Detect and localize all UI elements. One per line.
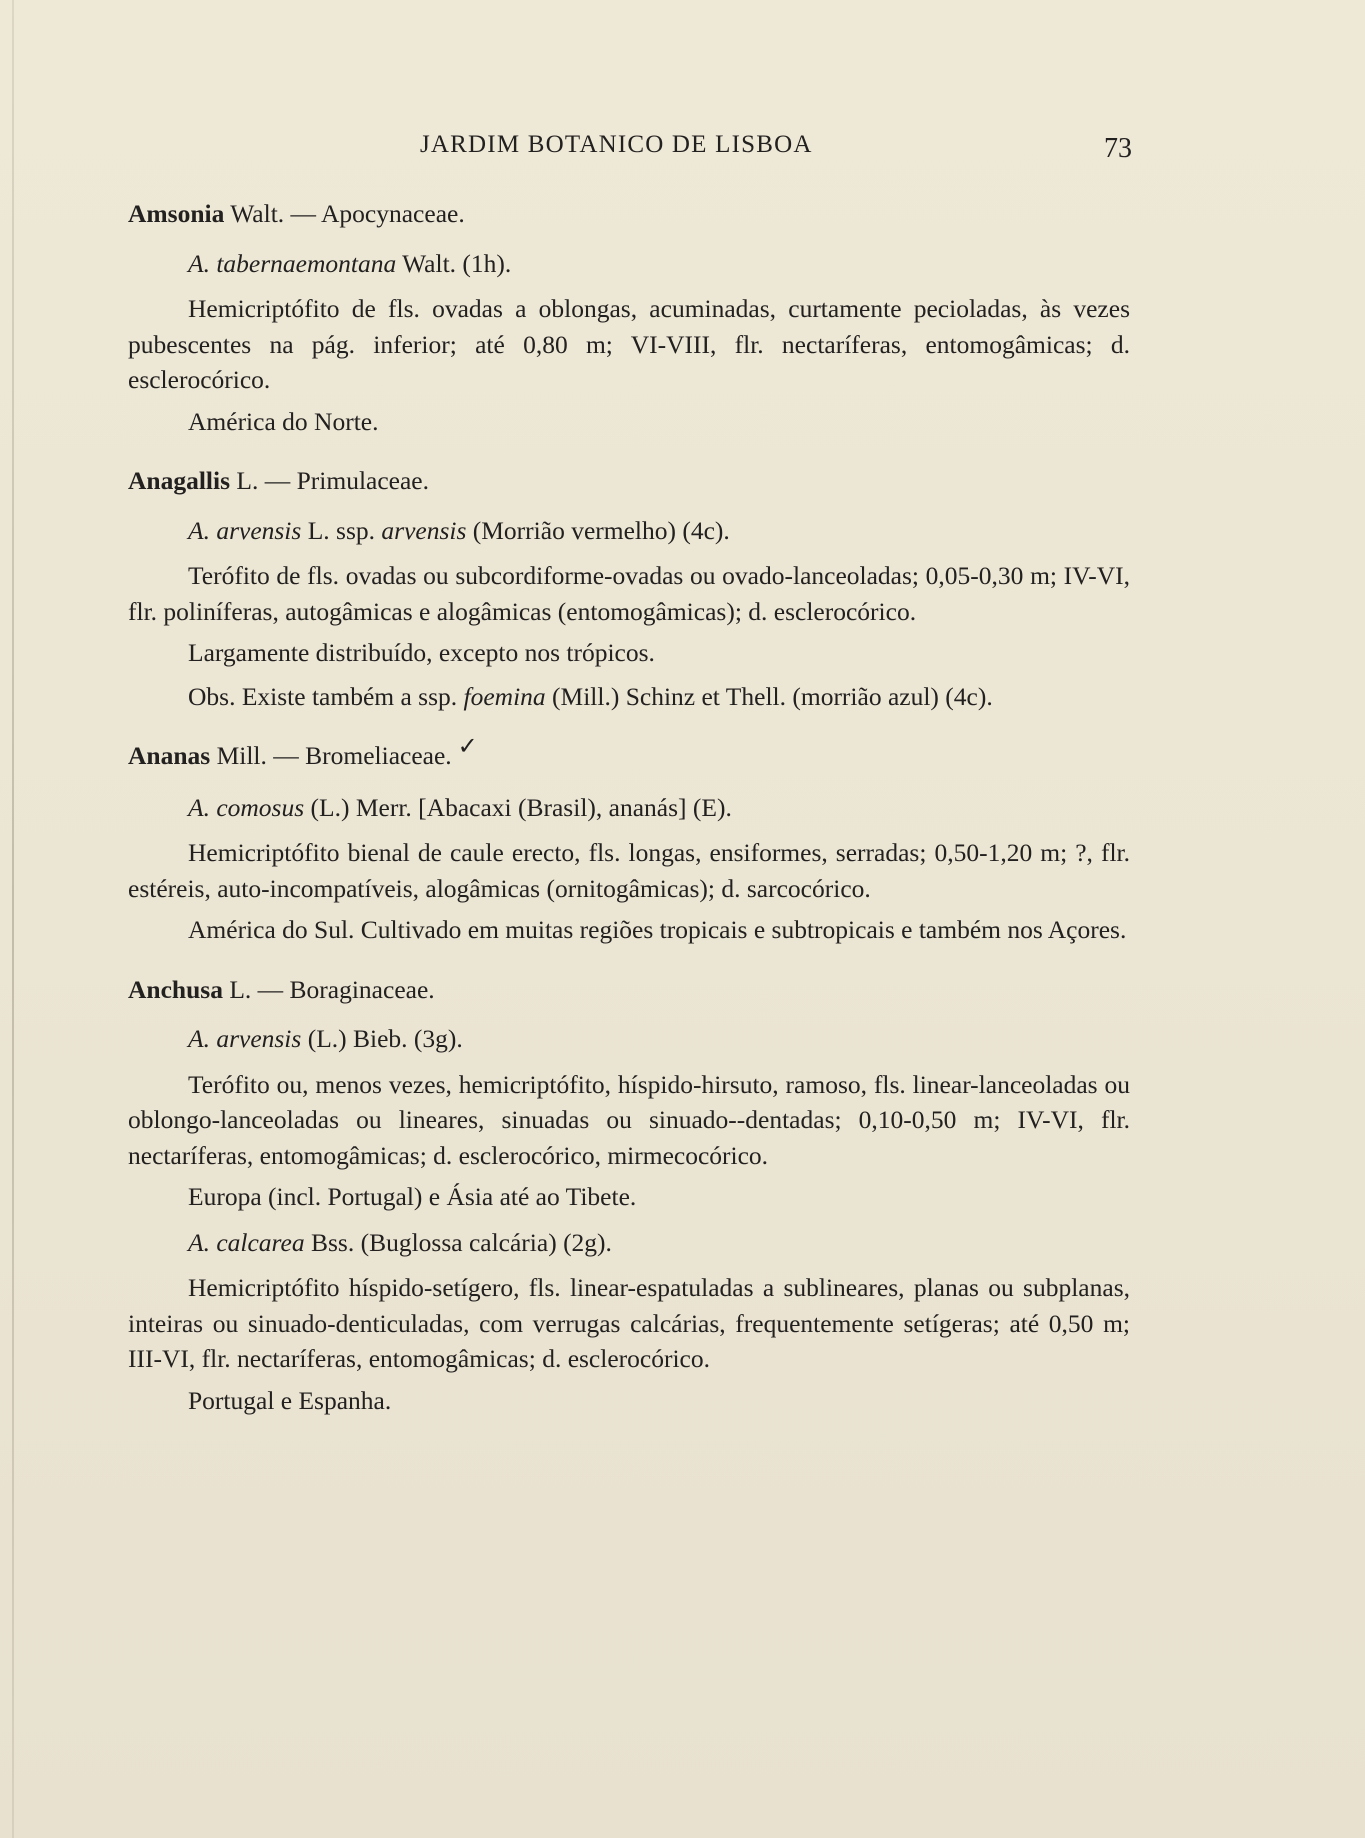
entry-amsonia bbox=[128, 196, 1130, 439]
species-distribution: Portugal e Espanha. bbox=[188, 1385, 392, 1415]
obs-subspecies-name: foemina bbox=[463, 681, 546, 711]
subspecies-name: arvensis bbox=[381, 515, 467, 545]
species-authority: (L.) Merr. [Abacaxi (Brasil), ananás] (E). bbox=[304, 792, 732, 822]
page-content bbox=[128, 196, 1130, 1442]
obs-authority: (Mill.) Schinz et Thell. (morrião azul) (4c). bbox=[545, 681, 993, 711]
entry-anchusa bbox=[128, 972, 1130, 1419]
species-distribution: Europa (incl. Portugal) e Ásia até ao Tibete. bbox=[188, 1182, 637, 1211]
species-description: Hemicriptófito de fls. ovadas a oblongas, acuminadas, curtamente pecioladas, às vezes pubescentes na pág. inferior; até 0,80 m; VI-VIII, flr. nectaríferas, entomogâmicas; d. esclerocórico. bbox=[128, 294, 1130, 394]
page-number: 73 bbox=[1104, 133, 1132, 164]
entry-ananas bbox=[128, 734, 1130, 948]
spacer bbox=[128, 1215, 1130, 1225]
species-common-name: (Morrião vermelho) (4c). bbox=[466, 515, 730, 545]
genus-heading bbox=[128, 196, 1130, 232]
species-description: Hemicriptófito bienal de caule erecto, fls. longas, ensiformes, serradas; 0,50-1,20 m; ?, flr. estéreis, auto-incompatíveis, alogâmicas (ornitogâmicas); d. sarcocórico. bbox=[128, 838, 1130, 903]
species-name: A. tabernaemontana bbox=[188, 248, 397, 278]
species-name: A. arvensis bbox=[188, 515, 302, 545]
species-authority: (L.) Bieb. (3g). bbox=[301, 1024, 463, 1053]
running-title: JARDIM BOTANICO DE LISBOA bbox=[420, 131, 813, 158]
species-heading bbox=[188, 1225, 1130, 1261]
species-description: Hemicriptófito híspido-setígero, fls. linear-espatuladas a sublineares, planas ou subplanas, inteiras ou sinuado-denticuladas, com verrugas calcárias, frequentemente setígeras; até 0,50 m; III-VI, flr. nectaríferas, entomogâmicas; d. esclerocórico. bbox=[128, 1273, 1130, 1373]
genus-name: Ananas bbox=[128, 741, 211, 770]
genus-heading bbox=[128, 734, 1130, 776]
handwritten-check-mark: ✓ bbox=[457, 734, 478, 760]
entry-anagallis bbox=[128, 463, 1130, 714]
genus-name: Anagallis bbox=[128, 466, 231, 495]
species-name: A. arvensis bbox=[188, 1024, 302, 1053]
genus-authority: Mill. — Bromeliaceae. bbox=[210, 741, 452, 770]
species-description: Terófito ou, menos vezes, hemicriptófito, híspido-hirsuto, ramoso, fls. linear-lanceoladas ou oblongo-lanceoladas ou lineares, sinuadas ou sinuado--dentadas; 0,10-0,50 m; IV-VI, flr. nectaríferas, entomogâmicas; d. esclerocórico, mirmecocórico. bbox=[128, 1069, 1130, 1170]
genus-authority: L. — Boraginaceae. bbox=[222, 974, 435, 1004]
species-heading bbox=[188, 513, 1130, 549]
species-heading bbox=[188, 790, 1130, 826]
page-header bbox=[0, 127, 1365, 167]
genus-authority: L. — Primulaceae. bbox=[230, 466, 430, 495]
page-edge-shadow bbox=[12, 0, 14, 1838]
obs-text: Obs. Existe também a ssp. bbox=[188, 681, 464, 711]
genus-name: Amsonia bbox=[128, 199, 225, 228]
species-distribution: América do Sul. Cultivado em muitas regiões tropicais e subtropicais e também nos Açores. bbox=[188, 915, 1127, 944]
genus-authority: Walt. — Apocynaceae. bbox=[224, 199, 465, 228]
genus-name: Anchusa bbox=[128, 974, 223, 1004]
species-heading bbox=[188, 246, 1130, 282]
species-description: Terófito de fls. ovadas ou subcordiforme-ovadas ou ovado-lanceoladas; 0,05-0,30 m; IV-VI, flr. poliníferas, autogâmicas e alogâmicas (entomogâmicas); d. esclerocórico. bbox=[128, 561, 1130, 626]
species-distribution: América do Norte. bbox=[188, 406, 379, 436]
species-observation bbox=[128, 679, 1130, 715]
species-distribution: Largamente distribuído, excepto nos trópicos. bbox=[188, 638, 655, 667]
species-authority: Walt. (1h). bbox=[396, 248, 512, 278]
species-heading bbox=[188, 1021, 1130, 1057]
genus-heading bbox=[128, 972, 1130, 1008]
species-authority: L. ssp. bbox=[301, 515, 382, 545]
species-name: A. comosus bbox=[188, 792, 305, 822]
species-name: A. calcarea bbox=[188, 1227, 305, 1257]
species-authority: Bss. (Buglossa calcária) (2g). bbox=[304, 1227, 612, 1257]
genus-heading bbox=[128, 463, 1130, 499]
